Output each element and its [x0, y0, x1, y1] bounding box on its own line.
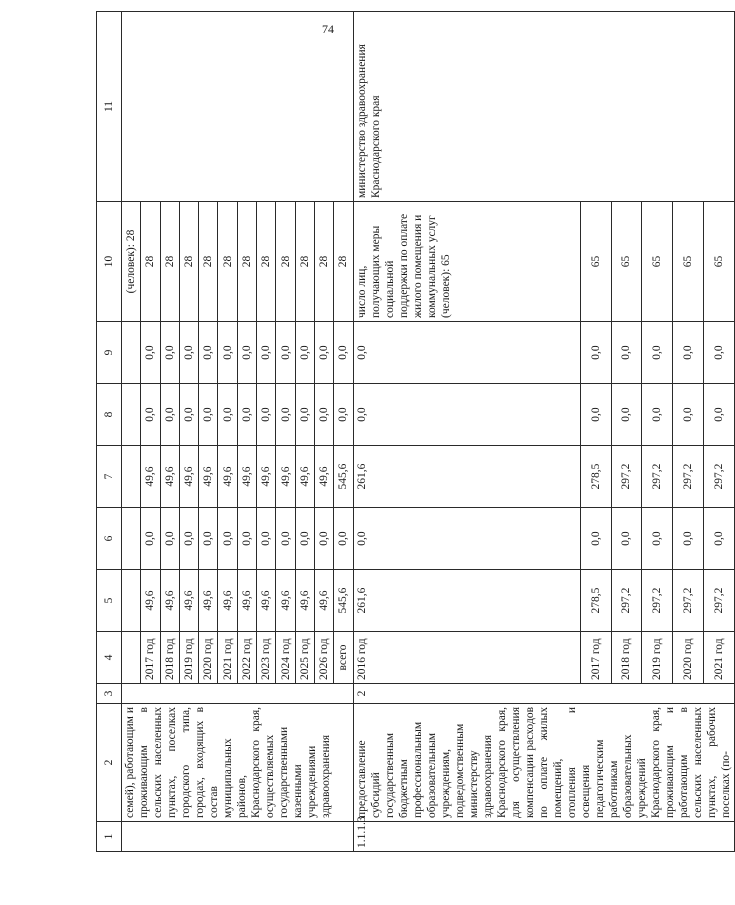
indicator-cell: 28: [218, 202, 237, 322]
value-cell: 0,0: [580, 384, 611, 446]
value-cell: 0,0: [334, 384, 353, 446]
value-cell: 49,6: [218, 570, 237, 632]
page-number: 74: [322, 22, 334, 36]
value-cell: 49,6: [295, 570, 314, 632]
header-col-2: 2: [97, 704, 122, 822]
value-cell: 49,6: [199, 570, 218, 632]
header-col-1: 1: [97, 822, 122, 852]
value-cell: 0,0: [295, 322, 314, 384]
value-cell: 297,2: [704, 570, 735, 632]
value-cell: 0,0: [257, 384, 276, 446]
value-cell: 49,6: [160, 570, 179, 632]
indicator-cell: 65: [673, 202, 704, 322]
table-row: [353, 12, 580, 852]
value-cell: 0,0: [237, 384, 256, 446]
value-cell: 0,0: [673, 322, 704, 384]
year-cell: 2016 год: [353, 632, 580, 684]
value-cell: 297,2: [642, 446, 673, 508]
header-col-7: 7: [97, 446, 122, 508]
value-cell: 0,0: [179, 384, 198, 446]
value-cell: 0,0: [704, 322, 735, 384]
block-b-level: 2: [353, 684, 734, 704]
value-cell: 0,0: [642, 322, 673, 384]
value-cell: 0,0: [257, 322, 276, 384]
value-cell: 261,6: [353, 570, 580, 632]
value-cell: 49,6: [237, 570, 256, 632]
value-cell: 0,0: [218, 322, 237, 384]
value-cell: 49,6: [276, 570, 295, 632]
value-cell: 0,0: [353, 322, 580, 384]
block-a-code: [122, 822, 354, 852]
value-cell: 0,0: [179, 322, 198, 384]
year-cell: 2025 год: [295, 632, 314, 684]
value-cell: 0,0: [276, 508, 295, 570]
indicator-cell: 28: [141, 202, 160, 322]
year-cell: 2017 год: [141, 632, 160, 684]
header-col-5: 5: [97, 570, 122, 632]
value-cell: 49,6: [295, 446, 314, 508]
value-cell: 49,6: [314, 570, 333, 632]
header-col-3: 3: [97, 684, 122, 704]
header-col-8: 8: [97, 384, 122, 446]
value-cell: 0,0: [218, 384, 237, 446]
program-table: [96, 11, 735, 852]
indicator-cell: 28: [237, 202, 256, 322]
value-cell: 0,0: [642, 508, 673, 570]
value-cell: 49,6: [218, 446, 237, 508]
year-cell: 2019 год: [179, 632, 198, 684]
value-cell: 0,0: [673, 384, 704, 446]
value-cell: 0,0: [141, 508, 160, 570]
block-a-level: [122, 684, 354, 704]
indicator-cell: 65: [642, 202, 673, 322]
indicator-cell: 65: [704, 202, 735, 322]
value-cell: 297,2: [704, 446, 735, 508]
block-b-indicator: число лиц, получающих меры социальной поддержки по оплате жилого помещения и коммунальных услуг (человек): 65: [353, 202, 580, 322]
value-cell: 0,0: [237, 508, 256, 570]
value-cell: 0,0: [179, 508, 198, 570]
header-col-10: 10: [97, 202, 122, 322]
value-cell: 0,0: [353, 384, 580, 446]
value-cell: 278,5: [580, 446, 611, 508]
value-cell: 0,0: [276, 384, 295, 446]
indicator-cell: 28: [199, 202, 218, 322]
block-a-executor: [122, 12, 354, 202]
header-col-6: 6: [97, 508, 122, 570]
value-cell: 0,0: [314, 322, 333, 384]
block-a-description: семей), работающим и проживающим в сельских населенных пунктах, поселках городского типа, городах, входящих в состав муниципальных районов, Краснодарского края, осуществляемых государственными казенными учреждениями здравоохранения: [122, 704, 354, 822]
value-cell: 49,6: [179, 570, 198, 632]
indicator-cell: 28: [276, 202, 295, 322]
value-cell: 0,0: [218, 508, 237, 570]
indicator-cell: 28: [257, 202, 276, 322]
value-cell: 0,0: [580, 508, 611, 570]
year-cell: 2021 год: [218, 632, 237, 684]
block-b-description: предоставление субсидий государственным бюджетным профессиональным образовательным учреждениям, подведомственным министерству здравоохранения Краснодарского края, для осуществления компенсации расходов по оплате жилых помещений, отопления и освещения педагогическим работникам образовательных учреждений Краснодарского края, проживающим и работающим в сельских населенных пунктах, рабочих поселках (по-: [353, 704, 734, 822]
value-cell: 0,0: [141, 384, 160, 446]
value-cell: 49,6: [141, 446, 160, 508]
year-cell: 2024 год: [276, 632, 295, 684]
value-cell: 0,0: [160, 508, 179, 570]
total-cell: всего: [334, 632, 353, 684]
value-cell: 545,6: [334, 570, 353, 632]
year-cell: 2023 год: [257, 632, 276, 684]
year-cell: 2021 год: [704, 632, 735, 684]
block-b-code: 1.1.1.3: [353, 822, 734, 852]
value-cell: 0,0: [704, 508, 735, 570]
value-cell: 0,0: [704, 384, 735, 446]
value-cell: 0,0: [334, 322, 353, 384]
value-cell: 0,0: [295, 384, 314, 446]
year-cell: 2022 год: [237, 632, 256, 684]
value-cell: 261,6: [353, 446, 580, 508]
year-cell: 2020 год: [673, 632, 704, 684]
value-cell: 0,0: [199, 384, 218, 446]
year-cell: 2026 год: [314, 632, 333, 684]
value-cell: 0,0: [611, 322, 642, 384]
value-cell: 545,6: [334, 446, 353, 508]
value-cell: 297,2: [673, 570, 704, 632]
value-cell: 49,6: [141, 570, 160, 632]
value-cell: 49,6: [179, 446, 198, 508]
value-cell: 0,0: [314, 384, 333, 446]
value-cell: 297,2: [673, 446, 704, 508]
year-cell: 2017 год: [580, 632, 611, 684]
indicator-cell: 28: [160, 202, 179, 322]
value-cell: 0,0: [295, 508, 314, 570]
header-col-11: 11: [97, 12, 122, 202]
indicator-cell: 28: [295, 202, 314, 322]
value-cell: 0,0: [141, 322, 160, 384]
value-cell: 297,2: [611, 570, 642, 632]
value-cell: 0,0: [160, 384, 179, 446]
value-cell: 0,0: [611, 508, 642, 570]
block-a-indicator-top: (человек): 28: [122, 202, 141, 322]
value-cell: 49,6: [257, 570, 276, 632]
value-cell: 49,6: [314, 446, 333, 508]
indicator-cell: 65: [611, 202, 642, 322]
indicator-cell: 28: [314, 202, 333, 322]
value-cell: 0,0: [611, 384, 642, 446]
header-col-4: 4: [97, 632, 122, 684]
table-row: [122, 12, 141, 852]
indicator-cell: 28: [334, 202, 353, 322]
value-cell: 297,2: [642, 570, 673, 632]
value-cell: 0,0: [276, 322, 295, 384]
value-cell: 0,0: [334, 508, 353, 570]
value-cell: 0,0: [314, 508, 333, 570]
value-cell: 0,0: [353, 508, 580, 570]
value-cell: 0,0: [199, 508, 218, 570]
value-cell: 49,6: [199, 446, 218, 508]
header-row: [97, 12, 122, 852]
value-cell: 0,0: [160, 322, 179, 384]
year-cell: 2019 год: [642, 632, 673, 684]
header-col-9: 9: [97, 322, 122, 384]
value-cell: 297,2: [611, 446, 642, 508]
value-cell: 49,6: [276, 446, 295, 508]
value-cell: 0,0: [237, 322, 256, 384]
value-cell: 49,6: [257, 446, 276, 508]
block-b-executor: министерство здравоохранения Краснодарского края: [353, 12, 734, 202]
indicator-cell: 65: [580, 202, 611, 322]
value-cell: 278,5: [580, 570, 611, 632]
year-cell: 2018 год: [611, 632, 642, 684]
value-cell: 0,0: [257, 508, 276, 570]
year-cell: 2020 год: [199, 632, 218, 684]
value-cell: 0,0: [642, 384, 673, 446]
value-cell: 49,6: [237, 446, 256, 508]
value-cell: 0,0: [580, 322, 611, 384]
value-cell: 0,0: [199, 322, 218, 384]
rotated-sheet: [96, 42, 732, 852]
value-cell: 0,0: [673, 508, 704, 570]
value-cell: 49,6: [160, 446, 179, 508]
year-cell: 2018 год: [160, 632, 179, 684]
indicator-cell: 28: [179, 202, 198, 322]
